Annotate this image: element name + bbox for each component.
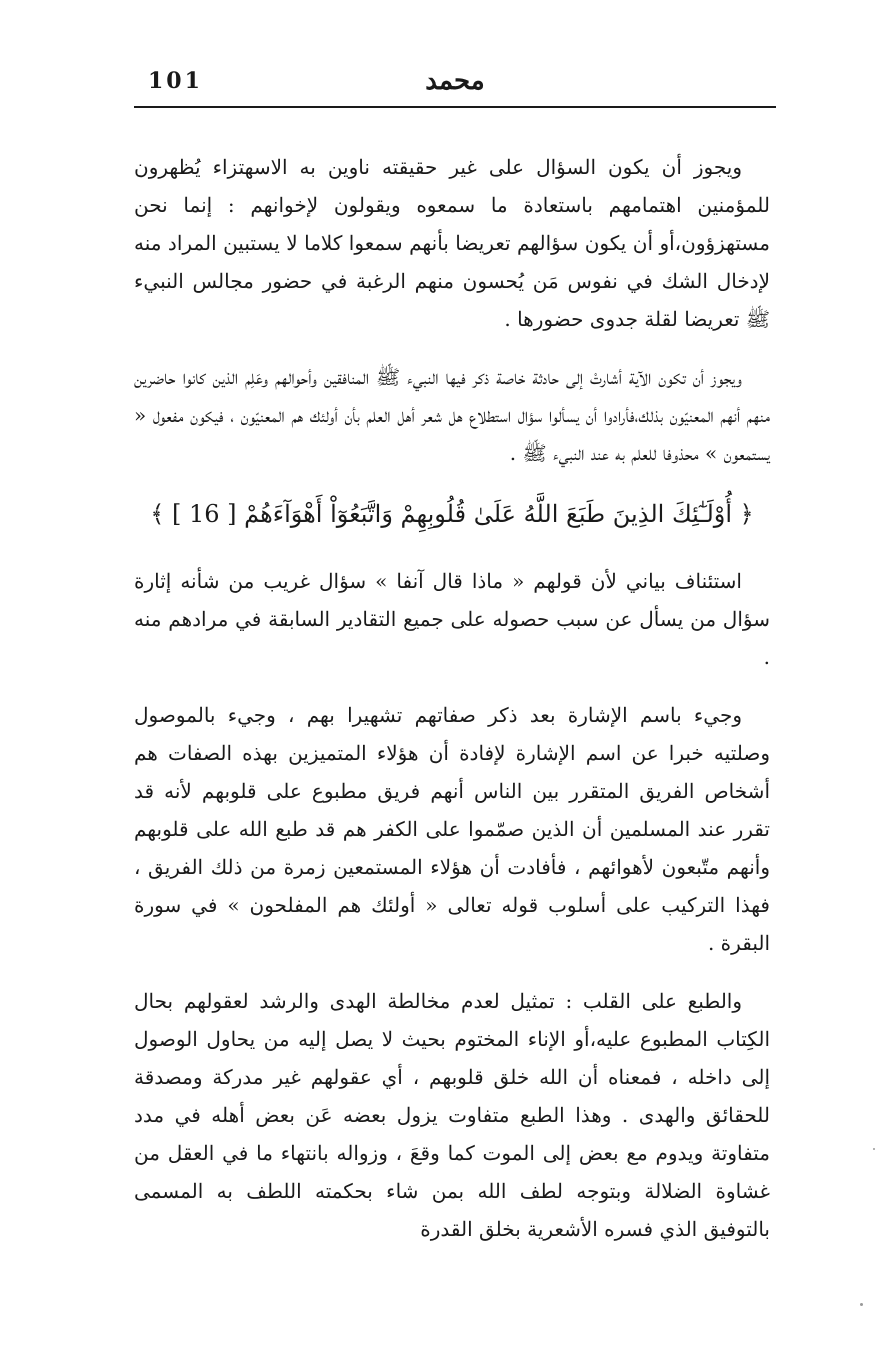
- verse-text: أُوْلَـٰٓئِكَ الذِينَ طَبَعَ اللَّهُ عَلَىٰ قُلُوبِهِمْ وَاتَّبَعُوٓاْ أَهْوَآءَهُمْ: [244, 500, 733, 528]
- verse-number: [ 16 ]: [171, 500, 237, 528]
- body-text: [134, 148, 770, 1268]
- paragraph: وجيء باسم الإشارة بعد ذكر صفاتهم تشهيرا بهم ، وجيء بالموصول وصلتيه خبرا عن اسم الإشارة لإفادة أن هؤلاء المتميزين بهذه الصفات هم أشخاص الفريق المتقرر بين الناس أنهم فريق مطبوع على قلوبهم لأنه قد تقرر عند المسلمين أن الذين صمّموا على الكفر هم قد طبع الله على قلوبهم وأنهم متّبعون لأهوائهم ، فأفادت أن هؤلاء المستمعين زمرة من ذلك الفريق ، فهذا التركيب على أسلوب قوله تعالى « أولئك هم المفلحون » في سورة البقرة .: [134, 703, 770, 955]
- scan-speck: [873, 1148, 875, 1150]
- paragraph: والطبع على القلب : تمثيل لعدم مخالطة الهدى والرشد لعقولهم بحال الكِتاب المطبوع عليه،أو الإناء المختوم بحيث لا يصل إليه من يحاول الوصول إلى داخله ، فمعناه أن الله خلق قلوبهم ، أي عقولهم غير مدركة ومصدقة للحقائق والهدى . وهذا الطبع متفاوت يزول بعضه عَن بعض أهله في مدد متفاوتة ويدوم مع بعض إلى الموت كما وقعَ ، وزواله بانتهاء ما في العقل من غشاوة الضلالة وبتوجه لطف الله بمن شاء بحكمته اللطف به المسمى بالتوفيق الذي فسره الأشعرية بخلق القدرة: [134, 989, 770, 1241]
- verse-close-bracket: ﴾: [150, 500, 165, 528]
- verse-open-bracket: ﴿: [739, 500, 754, 528]
- header-rule: [134, 106, 776, 108]
- paragraph: ويجوز أن تكون الآية أشارتْ إلى حادثة خاصة ذكر فيها النبيء ﷺ المنافقين وأحوالهم وعَلِم الذين كانوا حاضرين منهم أنهم المعنيّون بذلك،فأرادوا أن يسألوا سؤال استطلاع هل شعر أهل العلم بأن أولئك هم المعنيّون ، فيكون مفعول « يستمعون » محذوفا للعلم به عند النبيء ﷺ .: [134, 365, 770, 465]
- page-number: 101: [148, 68, 203, 94]
- paragraph: استئناف بياني لأن قولهم « ماذا قال آنفا » سؤال غريب من شأنه إثارة سؤال من يسأل عن سبب حصوله على جميع التقادير السابقة في مرادهم منه .: [134, 569, 770, 669]
- running-title: محمد: [425, 66, 485, 96]
- paragraph: ويجوز أن يكون السؤال على غير حقيقته ناوين به الاسهتزاء يُظهرون للمؤمنين اهتمامهم باستعادة ما سمعوه ويقولون لإخوانهم : إنما نحن مستهزؤون،أو أن يكون سؤالهم تعريضا بأنهم سمعوا كلاما لا يستبين المراد منه لإدخال الشك في نفوس مَن يُحسون منهم الرغبة في حضور مجالس النبيء ﷺ تعريضا لقلة جدوى حضورها .: [134, 155, 770, 331]
- page-header: [134, 62, 776, 102]
- quran-verse: [134, 492, 770, 536]
- scan-speck: [860, 1303, 863, 1306]
